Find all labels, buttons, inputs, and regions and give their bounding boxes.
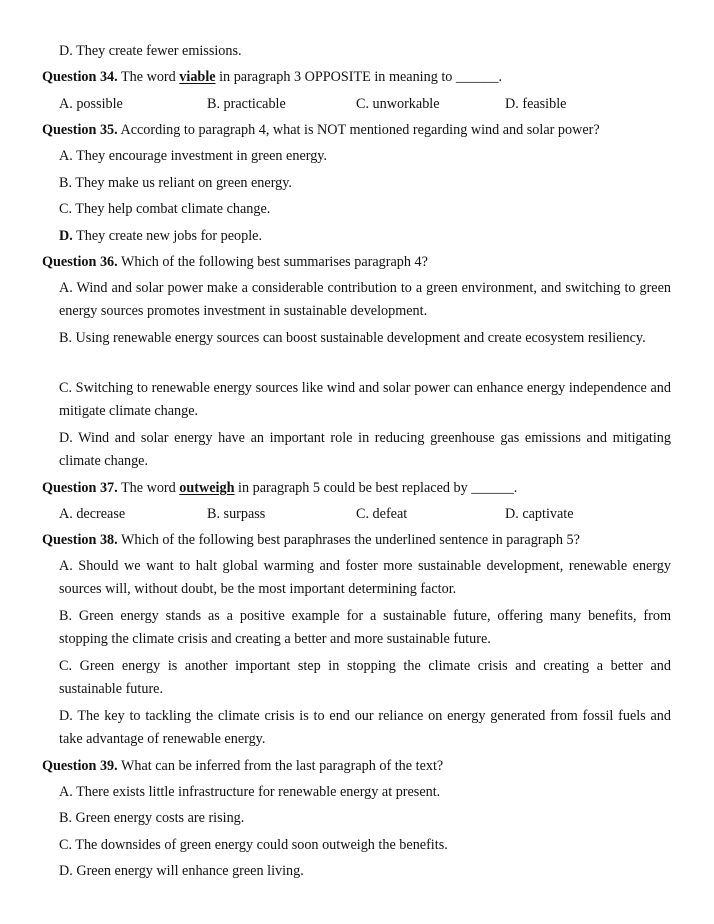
question-number: Question 36. [42,254,118,270]
q39-option-b: B. Green energy costs are rising. [59,810,245,826]
q35-option-b: B. They make us reliant on green energy. [59,175,292,191]
q33-option-d [59,42,242,60]
option-b: B. practicable [207,96,286,112]
q37-options [59,505,659,523]
question-37 [42,479,517,497]
option-text: They create fewer emissions. [72,43,242,59]
q36-option-b: B. Using renewable energy sources can boost sustainable development and create ecosystem resiliency. [59,330,646,346]
question-text: in paragraph 5 could be best replaced by ______. [234,480,518,496]
option-c: C. defeat [356,506,408,522]
q36-option-a: A. Wind and solar power make a considerable contribution to a green environment, and switching to green energy sources promotes investment in sustainable development. [59,280,671,319]
q35-option-d [59,227,262,245]
question-number: Question 38. [42,532,118,548]
question-39 [42,757,443,775]
question-number: Question 37. [42,480,118,496]
q38-option-b: B. Green energy stands as a positive example for a sustainable future, offering many benefits, from stopping the climate crisis and creating a better and more sustainable future. [59,608,671,647]
q36-option-c: C. Switching to renewable energy sources like wind and solar power can enhance energy independence and mitigate climate change. [59,380,671,419]
question-text: What can be inferred from the last paragraph of the text? [117,758,444,774]
question-text: The word [117,69,180,85]
q38-option-c: C. Green energy is another important step in stopping the climate crisis and creating a better and sustainable future. [59,658,671,697]
option-text: They create new jobs for people. [72,228,263,244]
q39-option-c: C. The downsides of green energy could soon outweigh the benefits. [59,837,448,853]
question-text: The word [117,480,180,496]
q34-options [59,95,659,113]
underlined-word: viable [179,69,216,85]
question-34 [42,68,502,86]
option-a: A. possible [59,96,123,112]
option-letter: D. [59,228,73,244]
q35-option-c: C. They help combat climate change. [59,201,271,217]
option-b: B. surpass [207,506,266,522]
option-d: D. feasible [505,96,567,112]
question-number: Question 39. [42,758,118,774]
option-c: C. unworkable [356,96,440,112]
underlined-word: outweigh [179,480,235,496]
question-number: Question 34. [42,69,118,85]
q39-option-d: D. Green energy will enhance green living. [59,863,304,879]
q39-option-a: A. There exists little infrastructure for renewable energy at present. [59,784,441,800]
option-d: D. captivate [505,506,574,522]
option-letter: D. [59,43,73,59]
q38-option-d: D. The key to tackling the climate crisis is to end our reliance on energy generated from fossil fuels and take advantage of renewable energy. [59,708,671,747]
question-35 [42,121,600,139]
question-text: Which of the following best summarises paragraph 4? [117,254,428,270]
q35-option-a: A. They encourage investment in green energy. [59,148,328,164]
question-38 [42,531,580,549]
question-36 [42,253,428,271]
question-text: According to paragraph 4, what is NOT mentioned regarding wind and solar power? [117,122,600,138]
question-text: in paragraph 3 OPPOSITE in meaning to ______. [215,69,503,85]
option-a: A. decrease [59,506,126,522]
q36-option-d: D. Wind and solar energy have an important role in reducing greenhouse gas emissions and mitigating climate change. [59,430,671,469]
question-text: Which of the following best paraphrases the underlined sentence in paragraph 5? [117,532,580,548]
question-number: Question 35. [42,122,118,138]
q38-option-a: A. Should we want to halt global warming and foster more sustainable development, renewable energy sources will, without doubt, be the most important determining factor. [59,558,671,597]
